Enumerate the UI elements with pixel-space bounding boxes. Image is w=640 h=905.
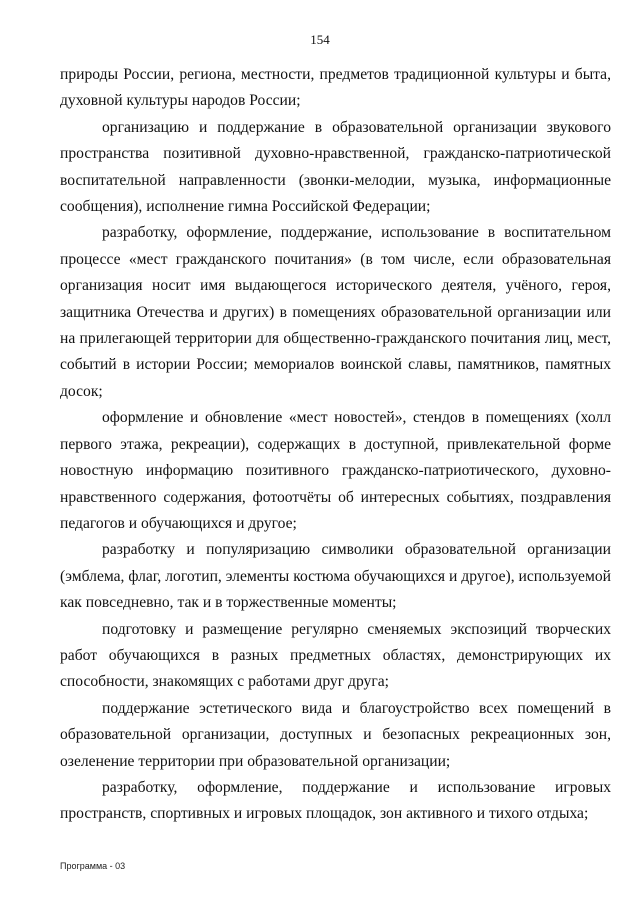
- page-number: 154: [310, 32, 330, 47]
- paragraph: подготовку и размещение регулярно сменяемых экспозиций творческих работ обучающихся в разных предметных областях, демонстрирующих их способности, знакомящих с работами друг друга;: [60, 620, 611, 691]
- paragraph: разработку, оформление, поддержание, использование в воспитательном процессе «мест гражданского почитания» (в том числе, если образовательная организация носит имя выдающегося исторического деятеля, учёного, героя, защитника Отечества и других) в помещениях образовательной организации или на прилегающей территории для общественно-гражданского почитания лиц, мест, событий в истории России; мемориалов воинской славы, памятников, памятных досок;: [60, 224, 611, 400]
- paragraph: разработку и популяризацию символики образовательной организации (эмблема, флаг, логотип, элементы костюма обучающихся и другое), используемой как повседневно, так и в торжественные моменты;: [60, 541, 611, 612]
- paragraph: поддержание эстетического вида и благоустройство всех помещений в образовательной организации, доступных и безопасных рекреационных зон, озеленение территории при образовательной организации;: [60, 699, 611, 770]
- body-text: [60, 62, 611, 828]
- paragraph: природы России, региона, местности, предметов традиционной культуры и быта, духовной культуры народов России;: [60, 66, 611, 110]
- paragraph: организацию и поддержание в образовательной организации звукового пространства позитивной духовно-нравственной, гражданско-патриотической воспитательной направленности (звонки-мелодии, музыка, информационные сообщения), исполнение гимна Российской Федерации;: [60, 118, 611, 216]
- footer-program-label: Программа - 03: [60, 861, 126, 871]
- paragraph: разработку, оформление, поддержание и использование игровых пространств, спортивных и игровых площадок, зон активного и тихого отдыха;: [60, 778, 611, 823]
- paragraph: оформление и обновление «мест новостей», стендов в помещениях (холл первого этажа, рекреации), содержащих в доступной, привлекательной форме новостную информацию позитивного гражданско-патриотического, духовно-нравственного содержания, фотоотчёты об интересных событиях, поздравления педагогов и обучающихся и другое;: [60, 409, 611, 532]
